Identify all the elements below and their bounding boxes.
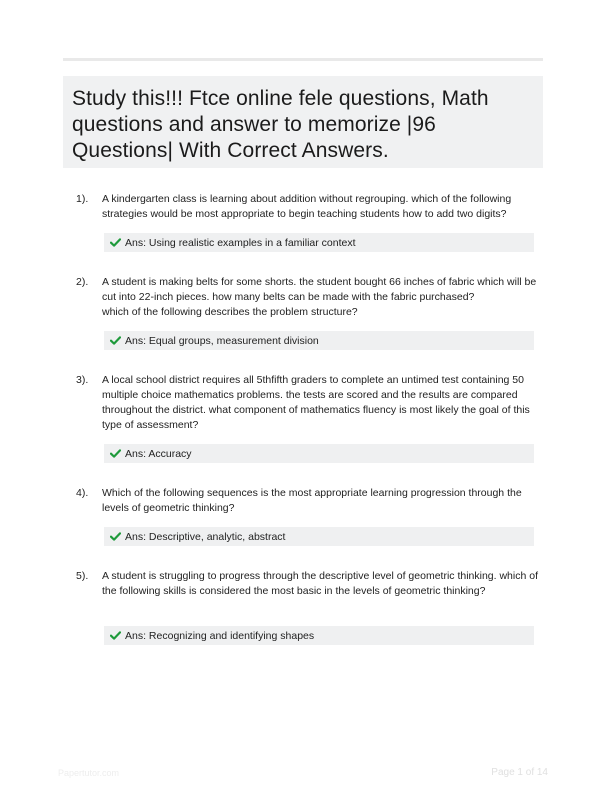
question-number: 1). <box>76 193 89 205</box>
top-divider <box>63 58 543 61</box>
answer-text: Ans: Using realistic examples in a familiar context <box>125 236 356 249</box>
check-icon <box>110 631 121 640</box>
answer-box <box>104 527 534 546</box>
page-title: Study this!!! Ftce online fele questions, Math questions and answer to memorize |96 Questions| With Correct Answers. <box>72 87 489 162</box>
check-icon <box>110 238 121 247</box>
question-number: 5). <box>76 570 89 582</box>
question-text: A student is struggling to progress through the descriptive level of geometric thinking. which of the following skills is considered the most basic in the levels of geometric thinking? <box>102 570 538 597</box>
question-number: 2). <box>76 276 89 288</box>
title-banner <box>63 76 543 168</box>
question-number: 4). <box>76 487 89 499</box>
check-icon <box>110 449 121 458</box>
question-text: Which of the following sequences is the most appropriate learning progression through the levels of geometric thinking? <box>102 487 522 514</box>
answer-text: Ans: Descriptive, analytic, abstract <box>125 530 286 543</box>
question-text: A local school district requires all 5thfifth graders to complete an untimed test containing 50 multiple choice mathematics problems. the tests are scored and the results are compared throughout the district. what component of mathematics fluency is most likely the goal of this type of assessment? <box>102 374 530 431</box>
answer-text: Ans: Accuracy <box>125 447 192 460</box>
answer-box <box>104 233 534 252</box>
answer-box <box>104 331 534 350</box>
page-number: Page 1 of 14 <box>491 767 548 778</box>
question-number: 3). <box>76 374 89 386</box>
question-text: A student is making belts for some shorts. the student bought 66 inches of fabric which will be cut into 22-inch pieces. how many belts can be made with the fabric purchased? which of the following describes the problem structure? <box>102 276 537 318</box>
question-text: A kindergarten class is learning about addition without regrouping. which of the following strategies would be most appropriate to begin teaching students how to add two digits? <box>102 193 512 220</box>
answer-text: Ans: Equal groups, measurement division <box>125 334 319 347</box>
check-icon <box>110 336 121 345</box>
check-icon <box>110 532 121 541</box>
answer-box <box>104 626 534 645</box>
footer-watermark: Papertutor.com <box>58 768 120 778</box>
answer-box <box>104 444 534 463</box>
answer-text: Ans: Recognizing and identifying shapes <box>125 629 315 642</box>
